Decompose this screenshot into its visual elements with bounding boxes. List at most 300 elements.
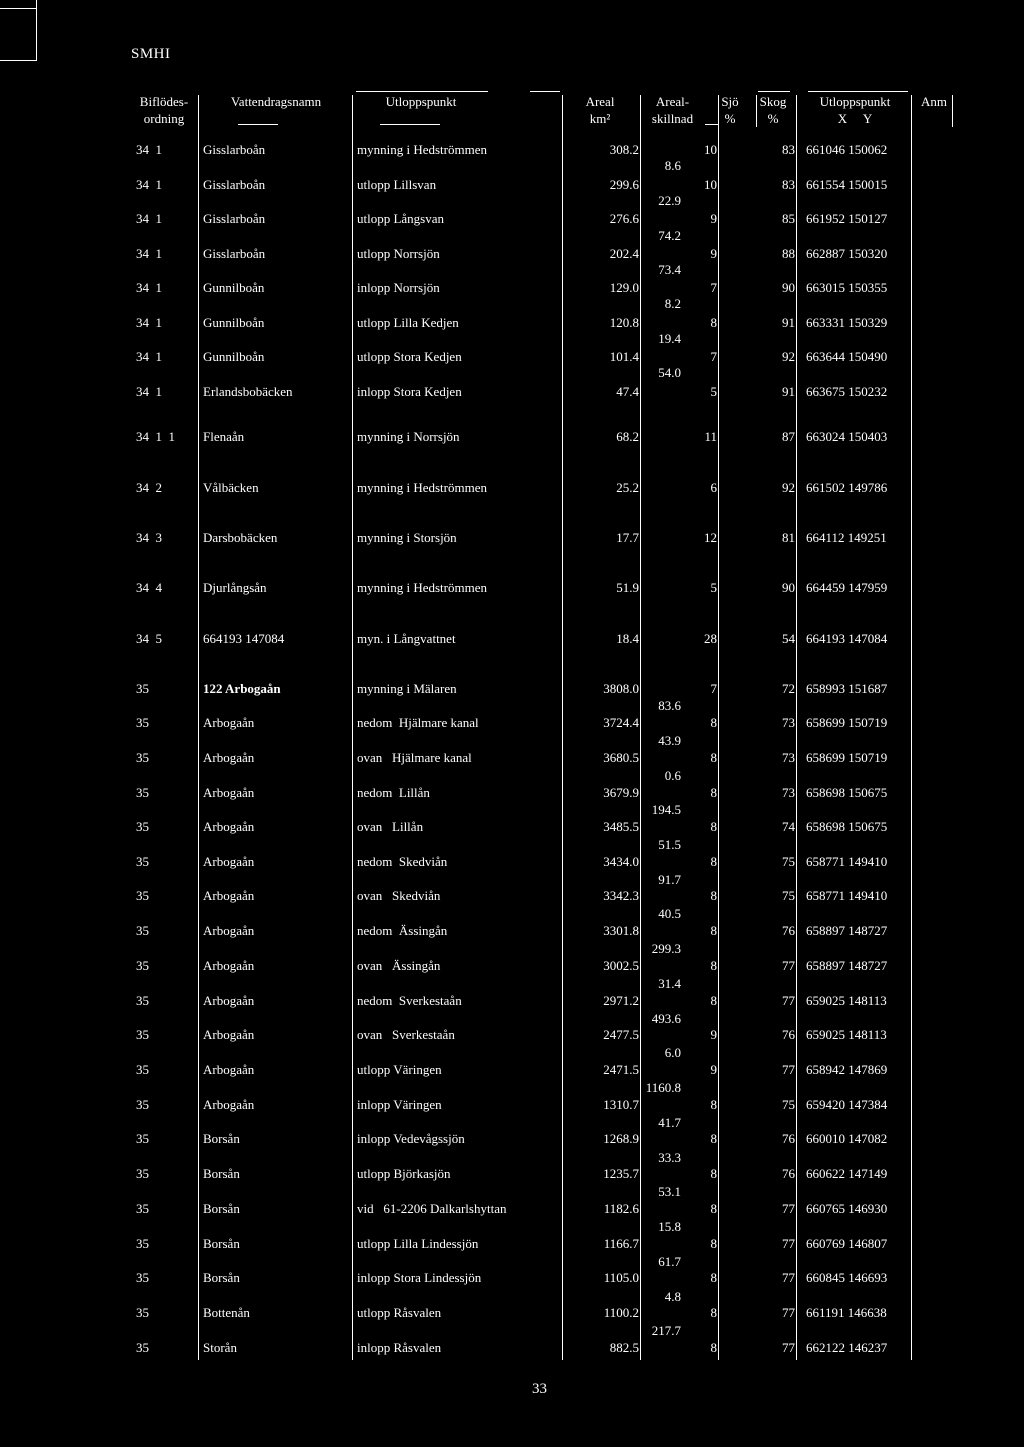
row-lake-pct: 8 — [710, 1236, 717, 1251]
header-rule — [356, 91, 488, 92]
row-watercourse: Storån — [203, 1340, 237, 1355]
row-lake-pct: 10 — [704, 177, 717, 192]
row-outlet-point: nedom Skedviån — [357, 854, 448, 869]
row-outlet-point: mynning i Hedströmmen — [357, 580, 487, 595]
row-area: 1268.9 — [603, 1131, 639, 1146]
row-forest-pct: 77 — [782, 993, 795, 1008]
row-watercourse: Flenaån — [203, 429, 245, 444]
table-row — [0, 631, 1024, 651]
row-outlet-point: mynning i Norrsjön — [357, 429, 460, 444]
row-forest-pct: 91 — [782, 315, 795, 330]
row-outlet-point: ovan Hjälmare kanal — [357, 750, 472, 765]
header-vattendragsnamn: Vattendragsnamn — [230, 94, 322, 109]
area-diff: 61.7 — [658, 1254, 681, 1269]
row-forest-pct: 88 — [782, 246, 795, 261]
row-lake-pct: 8 — [710, 1201, 717, 1216]
row-code: 35 — [136, 1166, 149, 1181]
row-code: 34 1 — [136, 280, 162, 295]
column-rule — [952, 95, 953, 127]
table-row — [0, 429, 1024, 449]
row-coordinates: 658771 149410 — [806, 888, 888, 903]
row-code: 34 1 — [136, 315, 162, 330]
header-arealskillnad-line1: Areal- — [655, 94, 690, 109]
header-areal-line1: Areal — [585, 94, 615, 109]
row-coordinates: 658897 148727 — [806, 923, 888, 938]
row-coordinates: 659025 148113 — [806, 993, 887, 1008]
row-outlet-point: utlopp Stora Kedjen — [357, 349, 462, 364]
row-code: 35 — [136, 993, 149, 1008]
row-coordinates: 664112 149251 — [806, 530, 887, 545]
row-watercourse: Djurlångsån — [203, 580, 267, 595]
table-row — [0, 819, 1024, 839]
row-coordinates: 661502 149786 — [806, 480, 888, 495]
area-diff: 4.8 — [664, 1289, 681, 1304]
row-code: 35 — [136, 1097, 149, 1112]
row-code: 35 — [136, 923, 149, 938]
row-outlet-point: inlopp Stora Lindessjön — [357, 1270, 482, 1285]
row-outlet-point: inlopp Stora Kedjen — [357, 384, 462, 399]
table-row — [0, 480, 1024, 500]
row-area: 18.4 — [616, 631, 639, 646]
row-outlet-point: utlopp Lilla Lindessjön — [357, 1236, 479, 1251]
area-diff: 51.5 — [658, 837, 681, 852]
table-row — [0, 1305, 1024, 1325]
row-area: 1105.0 — [603, 1270, 639, 1285]
row-coordinates: 660765 146930 — [806, 1201, 888, 1216]
row-code: 34 3 — [136, 530, 162, 545]
row-coordinates: 658993 151687 — [806, 681, 888, 696]
row-area: 3680.5 — [603, 750, 639, 765]
table-row — [0, 349, 1024, 369]
row-lake-pct: 8 — [710, 1305, 717, 1320]
row-watercourse: Erlandsbobäcken — [203, 384, 293, 399]
row-area: 1100.2 — [603, 1305, 639, 1320]
row-code: 34 1 1 — [136, 429, 175, 444]
row-coordinates: 658942 147869 — [806, 1062, 888, 1077]
row-watercourse: Arbogaån — [203, 819, 255, 834]
row-forest-pct: 77 — [782, 1305, 795, 1320]
header-rule — [705, 124, 719, 125]
area-diff: 53.1 — [658, 1184, 681, 1199]
row-forest-pct: 77 — [782, 958, 795, 973]
row-area: 882.5 — [609, 1340, 639, 1355]
row-coordinates: 662887 150320 — [806, 246, 888, 261]
row-watercourse: Gunnilboån — [203, 315, 265, 330]
row-forest-pct: 76 — [782, 1166, 795, 1181]
header-sjo-unit: % — [724, 111, 736, 126]
row-outlet-point: vid 61-2206 Dalkarlshyttan — [357, 1201, 507, 1216]
row-outlet-point: nedom Lillån — [357, 785, 430, 800]
row-code: 35 — [136, 1027, 149, 1042]
table-row — [0, 888, 1024, 908]
row-area: 2971.2 — [603, 993, 639, 1008]
table-row — [0, 1166, 1024, 1186]
row-watercourse: Arbogaån — [203, 958, 255, 973]
header-biflodes-line2: ordning — [143, 111, 185, 126]
row-lake-pct: 9 — [710, 1027, 717, 1042]
row-area: 51.9 — [616, 580, 639, 595]
row-lake-pct: 5 — [710, 384, 717, 399]
row-outlet-point: ovan Ässingån — [357, 958, 441, 973]
row-watercourse: Gisslarboån — [203, 246, 266, 261]
header-utloppspunkt: Utloppspunkt — [385, 94, 457, 109]
row-area: 129.0 — [609, 280, 639, 295]
row-code: 34 1 — [136, 349, 162, 364]
row-outlet-point: utlopp Långsvan — [357, 211, 445, 226]
area-diff: 83.6 — [658, 698, 681, 713]
area-diff: 74.2 — [658, 228, 681, 243]
row-coordinates: 663024 150403 — [806, 429, 888, 444]
row-area: 1166.7 — [603, 1236, 639, 1251]
table-row — [0, 211, 1024, 231]
row-outlet-point: nedom Sverkestaån — [357, 993, 462, 1008]
row-outlet-point: utlopp Norrsjön — [357, 246, 440, 261]
row-forest-pct: 77 — [782, 1270, 795, 1285]
row-forest-pct: 72 — [782, 681, 795, 696]
row-forest-pct: 73 — [782, 750, 795, 765]
row-forest-pct: 75 — [782, 1097, 795, 1112]
area-diff: 15.8 — [658, 1219, 681, 1234]
row-forest-pct: 83 — [782, 177, 795, 192]
row-forest-pct: 76 — [782, 923, 795, 938]
row-outlet-point: inlopp Vedevågssjön — [357, 1131, 465, 1146]
table-row — [0, 142, 1024, 162]
header-arealskillnad — [640, 93, 705, 127]
header-rule — [808, 91, 908, 92]
row-lake-pct: 8 — [710, 1131, 717, 1146]
row-coordinates: 660769 146807 — [806, 1236, 888, 1251]
area-diff: 299.3 — [651, 941, 681, 956]
row-forest-pct: 87 — [782, 429, 795, 444]
header-anm: Anm — [921, 94, 947, 109]
row-area: 3002.5 — [603, 958, 639, 973]
table-row — [0, 923, 1024, 943]
row-lake-pct: 8 — [710, 1270, 717, 1285]
header-skog-unit: % — [767, 111, 779, 126]
row-outlet-point: nedom Hjälmare kanal — [357, 715, 479, 730]
row-forest-pct: 81 — [782, 530, 795, 545]
row-code: 35 — [136, 1340, 149, 1355]
area-diff: 1160.8 — [645, 1080, 681, 1095]
column-rule — [756, 95, 757, 127]
row-code: 34 2 — [136, 480, 162, 495]
table-row — [0, 785, 1024, 805]
row-outlet-point: utlopp Björkasjön — [357, 1166, 451, 1181]
row-forest-pct: 77 — [782, 1236, 795, 1251]
area-diff: 8.2 — [664, 296, 681, 311]
row-area: 68.2 — [616, 429, 639, 444]
row-watercourse: Borsån — [203, 1131, 240, 1146]
row-forest-pct: 76 — [782, 1027, 795, 1042]
area-diff: 194.5 — [651, 802, 681, 817]
row-area: 47.4 — [616, 384, 639, 399]
row-outlet-point: myn. i Långvattnet — [357, 631, 456, 646]
area-diff: 33.3 — [658, 1150, 681, 1165]
row-outlet-point: utlopp Råsvalen — [357, 1305, 442, 1320]
row-code: 35 — [136, 750, 149, 765]
row-watercourse: Darsbobäcken — [203, 530, 278, 545]
row-forest-pct: 75 — [782, 888, 795, 903]
row-watercourse: Gunnilboån — [203, 280, 265, 295]
table-row — [0, 1270, 1024, 1290]
table-row — [0, 580, 1024, 600]
page-number: 33 — [532, 1381, 547, 1397]
row-area: 3808.0 — [603, 681, 639, 696]
area-diff: 91.7 — [658, 872, 681, 887]
header-utloppspunkt-xy-line2: X Y — [837, 111, 873, 126]
row-area: 3301.8 — [603, 923, 639, 938]
row-watercourse: Gisslarboån — [203, 142, 266, 157]
table-row — [0, 246, 1024, 266]
row-coordinates: 658897 148727 — [806, 958, 888, 973]
row-watercourse: Arbogaån — [203, 715, 255, 730]
row-coordinates: 658698 150675 — [806, 819, 888, 834]
row-forest-pct: 92 — [782, 480, 795, 495]
row-outlet-point: ovan Skedviån — [357, 888, 441, 903]
row-watercourse: Arbogaån — [203, 923, 255, 938]
row-code: 34 1 — [136, 246, 162, 261]
row-area: 3724.4 — [603, 715, 639, 730]
row-code: 35 — [136, 1131, 149, 1146]
row-code: 35 — [136, 681, 149, 696]
row-lake-pct: 7 — [710, 349, 717, 364]
area-diff: 43.9 — [658, 733, 681, 748]
row-area: 3485.5 — [603, 819, 639, 834]
row-coordinates: 661554 150015 — [806, 177, 888, 192]
header-arealskillnad-line2: skillnad — [651, 111, 694, 126]
row-forest-pct: 90 — [782, 580, 795, 595]
row-lake-pct: 8 — [710, 715, 717, 730]
row-outlet-point: inlopp Råsvalen — [357, 1340, 442, 1355]
row-code: 34 5 — [136, 631, 162, 646]
header-rule — [238, 124, 278, 125]
row-code: 35 — [136, 1305, 149, 1320]
header-sjo-line1: Sjö — [721, 94, 739, 109]
row-outlet-point: ovan Sverkestaån — [357, 1027, 455, 1042]
row-lake-pct: 11 — [704, 429, 717, 444]
row-watercourse: Arbogaån — [203, 785, 255, 800]
row-coordinates: 658699 150719 — [806, 750, 888, 765]
row-code: 35 — [136, 1270, 149, 1285]
row-watercourse: Gunnilboån — [203, 349, 265, 364]
table-row — [0, 177, 1024, 197]
row-forest-pct: 83 — [782, 142, 795, 157]
row-area: 1310.7 — [603, 1097, 639, 1112]
row-forest-pct: 90 — [782, 280, 795, 295]
row-lake-pct: 7 — [710, 681, 717, 696]
header-rule — [530, 91, 560, 92]
row-lake-pct: 5 — [710, 580, 717, 595]
header-skog-line1: Skog — [759, 94, 787, 109]
area-diff: 54.0 — [658, 365, 681, 380]
table-row — [0, 1027, 1024, 1047]
row-code: 35 — [136, 958, 149, 973]
row-forest-pct: 77 — [782, 1062, 795, 1077]
row-area: 2477.5 — [603, 1027, 639, 1042]
header-biflodesordning — [128, 93, 200, 127]
row-forest-pct: 76 — [782, 1131, 795, 1146]
table-row — [0, 681, 1024, 701]
row-coordinates: 661952 150127 — [806, 211, 888, 226]
area-diff: 0.6 — [664, 768, 681, 783]
row-lake-pct: 10 — [704, 142, 717, 157]
row-coordinates: 663015 150355 — [806, 280, 888, 295]
row-coordinates: 658699 150719 — [806, 715, 888, 730]
row-code: 35 — [136, 1062, 149, 1077]
table-row — [0, 958, 1024, 978]
row-lake-pct: 9 — [710, 211, 717, 226]
row-outlet-point: inlopp Väringen — [357, 1097, 442, 1112]
row-watercourse: Arbogaån — [203, 1027, 255, 1042]
row-lake-pct: 28 — [704, 631, 717, 646]
page-corner-mark — [0, 0, 37, 61]
row-outlet-point: utlopp Lilla Kedjen — [357, 315, 459, 330]
row-outlet-point: utlopp Lillsvan — [357, 177, 437, 192]
row-outlet-point: mynning i Mälaren — [357, 681, 457, 696]
table-row — [0, 315, 1024, 335]
row-area: 120.8 — [609, 315, 639, 330]
row-watercourse: Gisslarboån — [203, 177, 266, 192]
row-lake-pct: 8 — [710, 854, 717, 869]
row-coordinates: 658771 149410 — [806, 854, 888, 869]
row-area: 308.2 — [609, 142, 639, 157]
header-biflodes-line1: Biflödes- — [139, 94, 189, 109]
header-areal-unit: km² — [589, 111, 611, 126]
row-area: 25.2 — [616, 480, 639, 495]
table-row — [0, 1201, 1024, 1221]
row-coordinates: 664193 147084 — [806, 631, 888, 646]
row-watercourse: 122 Arbogaån — [203, 681, 281, 696]
table-row — [0, 750, 1024, 770]
area-diff: 217.7 — [651, 1323, 681, 1338]
area-diff: 40.5 — [658, 906, 681, 921]
row-outlet-point: mynning i Storsjön — [357, 530, 457, 545]
row-watercourse: Borsån — [203, 1166, 240, 1181]
row-area: 202.4 — [609, 246, 639, 261]
table-row — [0, 1236, 1024, 1256]
row-watercourse: Borsån — [203, 1270, 240, 1285]
row-code: 34 1 — [136, 142, 162, 157]
row-area: 3342.3 — [603, 888, 639, 903]
row-coordinates: 660010 147082 — [806, 1131, 888, 1146]
row-lake-pct: 8 — [710, 1097, 717, 1112]
row-coordinates: 663331 150329 — [806, 315, 888, 330]
row-watercourse: Borsån — [203, 1236, 240, 1251]
row-coordinates: 660845 146693 — [806, 1270, 888, 1285]
row-lake-pct: 7 — [710, 280, 717, 295]
header-areal — [575, 93, 625, 127]
row-area: 2471.5 — [603, 1062, 639, 1077]
row-lake-pct: 9 — [710, 246, 717, 261]
row-coordinates: 658698 150675 — [806, 785, 888, 800]
row-watercourse: Arbogaån — [203, 854, 255, 869]
row-lake-pct: 8 — [710, 785, 717, 800]
area-diff: 31.4 — [658, 976, 681, 991]
table-row — [0, 1131, 1024, 1151]
row-code: 35 — [136, 854, 149, 869]
row-watercourse: 664193 147084 — [203, 631, 285, 646]
row-coordinates: 663675 150232 — [806, 384, 888, 399]
row-code: 34 1 — [136, 177, 162, 192]
row-outlet-point: nedom Ässingån — [357, 923, 448, 938]
row-forest-pct: 75 — [782, 854, 795, 869]
row-code: 34 4 — [136, 580, 162, 595]
row-area: 1182.6 — [603, 1201, 639, 1216]
table-row — [0, 280, 1024, 300]
table-row — [0, 530, 1024, 550]
row-coordinates: 661191 146638 — [806, 1305, 887, 1320]
row-coordinates: 661046 150062 — [806, 142, 888, 157]
row-outlet-point: mynning i Hedströmmen — [357, 480, 487, 495]
row-coordinates: 662122 146237 — [806, 1340, 888, 1355]
row-lake-pct: 8 — [710, 888, 717, 903]
table-row — [0, 1097, 1024, 1117]
row-code: 34 1 — [136, 384, 162, 399]
area-diff: 41.7 — [658, 1115, 681, 1130]
row-lake-pct: 6 — [710, 480, 717, 495]
row-area: 3679.9 — [603, 785, 639, 800]
row-lake-pct: 8 — [710, 1166, 717, 1181]
row-outlet-point: inlopp Norrsjön — [357, 280, 440, 295]
row-coordinates: 660622 147149 — [806, 1166, 888, 1181]
row-watercourse: Arbogaån — [203, 750, 255, 765]
row-coordinates: 664459 147959 — [806, 580, 888, 595]
row-watercourse: Arbogaån — [203, 888, 255, 903]
row-forest-pct: 77 — [782, 1340, 795, 1355]
row-code: 35 — [136, 785, 149, 800]
row-area: 17.7 — [616, 530, 639, 545]
row-watercourse: Gisslarboån — [203, 211, 266, 226]
row-forest-pct: 73 — [782, 715, 795, 730]
row-code: 35 — [136, 1201, 149, 1216]
area-diff: 8.6 — [664, 158, 681, 173]
row-code: 35 — [136, 1236, 149, 1251]
row-watercourse: Arbogaån — [203, 1062, 255, 1077]
header-rule — [380, 124, 440, 125]
header-rule — [758, 91, 790, 92]
row-lake-pct: 8 — [710, 1340, 717, 1355]
row-watercourse: Vålbäcken — [203, 480, 259, 495]
row-area: 3434.0 — [603, 854, 639, 869]
table-row — [0, 854, 1024, 874]
row-outlet-point: ovan Lillån — [357, 819, 424, 834]
area-diff: 73.4 — [658, 262, 681, 277]
row-area: 276.6 — [609, 211, 639, 226]
row-lake-pct: 8 — [710, 315, 717, 330]
area-diff: 19.4 — [658, 331, 681, 346]
row-watercourse: Arbogaån — [203, 1097, 255, 1112]
row-code: 35 — [136, 888, 149, 903]
row-area: 299.6 — [609, 177, 639, 192]
row-coordinates: 663644 150490 — [806, 349, 888, 364]
row-watercourse: Borsån — [203, 1201, 240, 1216]
row-lake-pct: 8 — [710, 993, 717, 1008]
row-lake-pct: 9 — [710, 1062, 717, 1077]
page-corner-line — [0, 8, 36, 9]
row-coordinates: 659025 148113 — [806, 1027, 887, 1042]
table-row — [0, 384, 1024, 404]
row-forest-pct: 54 — [782, 631, 795, 646]
row-forest-pct: 77 — [782, 1201, 795, 1216]
row-area: 101.4 — [609, 349, 639, 364]
row-lake-pct: 8 — [710, 819, 717, 834]
row-outlet-point: utlopp Väringen — [357, 1062, 442, 1077]
row-forest-pct: 92 — [782, 349, 795, 364]
header-utloppspunkt-xy-line1: Utloppspunkt — [819, 94, 891, 109]
row-watercourse: Arbogaån — [203, 993, 255, 1008]
area-diff: 493.6 — [651, 1011, 681, 1026]
row-code: 34 1 — [136, 211, 162, 226]
